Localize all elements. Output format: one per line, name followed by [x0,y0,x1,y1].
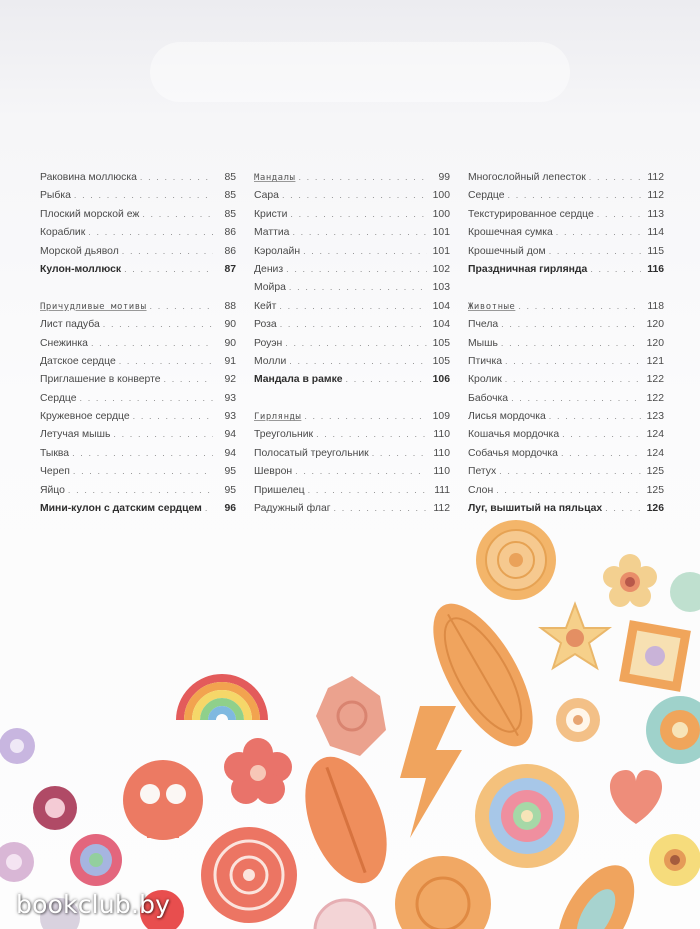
toc-entry-title: Мандала в рамке [254,374,343,386]
toc-entry[interactable] [468,334,664,352]
toc-entry-page: 85 [224,172,236,183]
toc-entry-title: Собачья мордочка [468,447,558,459]
toc-section-heading[interactable] [40,297,236,315]
toc-entry-page: 90 [224,319,236,331]
lace-motif [316,676,386,756]
toc-entry[interactable] [254,425,450,443]
section-gap [254,389,450,407]
dot-leader [289,352,427,370]
toc-entry-title: Сара [254,190,279,202]
toc-entry-page: 87 [224,263,236,275]
dot-leader [496,481,641,499]
dot-leader [597,205,641,223]
toc-entry-title: Треугольник [254,429,314,441]
toc-entry-page: 104 [432,319,450,331]
toc-entry-page: 124 [646,429,664,441]
toc-entry[interactable] [468,315,664,333]
toc-entry[interactable] [468,370,664,388]
dot-leader [346,370,427,388]
toc-entry-title: Дениз [254,263,284,275]
dot-leader [282,186,427,204]
toc-entry-title: Текстурированное сердце [468,208,594,220]
toc-entry[interactable] [468,168,664,186]
toc-entry-title: Причудливые мотивы [40,301,147,312]
toc-entry[interactable] [468,223,664,241]
toc-entry[interactable] [254,260,450,278]
toc-entry-page: 123 [646,411,664,423]
toc-entry[interactable] [468,425,664,443]
toc-entry-title: Кошачья мордочка [468,429,560,441]
toc-entry-title: Пчела [468,319,499,331]
dot-leader [72,444,213,462]
toc-entry-page: 125 [646,484,664,496]
dot-leader [308,481,427,499]
dot-leader [280,315,427,333]
heart-motif [610,770,662,824]
toc-entry-page: 90 [224,337,236,349]
dot-leader [589,168,641,186]
toc-entry-title: Крошечная сумка [468,227,553,239]
toc-entry-page: 110 [433,429,450,441]
dot-leader [279,297,427,315]
toc-entry-page: 105 [432,355,450,367]
toc-entry-title: Полосатый треугольник [254,447,369,459]
toc-entry-title: Луг, вышитый на пяльцах [468,503,603,515]
white-flower-motif [556,698,600,742]
dot-leader [290,205,427,223]
toc-entry[interactable] [254,444,450,462]
toc-entry[interactable] [254,315,450,333]
dot-leader [334,499,427,517]
faded-title-band [150,42,570,102]
toc-entry-page: 115 [647,245,664,257]
toc-entry-page: 91 [224,355,236,367]
toc-entry-page: 85 [224,208,236,220]
toc-entry-page: 96 [224,503,236,515]
toc-entry-title: Кейт [254,300,277,312]
toc-entry-title: Роуэн [254,337,283,349]
dot-leader [164,370,213,388]
toc-entry-page: 126 [646,503,664,515]
toc-column-3 [468,168,664,517]
toc-entry[interactable] [468,499,664,517]
purple-flower-motif [0,728,35,764]
dot-leader [518,297,641,315]
dot-leader [590,260,641,278]
toc-entry[interactable] [254,481,450,499]
dot-leader [292,223,427,241]
hexagon-motif [315,900,375,929]
dot-leader [562,425,641,443]
toc-entry-page: 110 [433,447,450,459]
dot-leader [304,407,427,425]
toc-entry-title: Петух [468,466,497,478]
toc-entry-title: Кулон-моллюск [40,263,122,275]
dot-leader [372,444,427,462]
toc-entry-page: 118 [647,300,664,312]
toc-entry[interactable] [468,242,664,260]
dot-leader [505,352,641,370]
dot-leader [289,278,427,296]
toc-entry-title: Приглашение в конверте [40,374,161,386]
toc-entry-title: Крошечный дом [468,245,546,257]
toc-section-heading[interactable] [468,297,664,315]
toc-entry[interactable] [254,462,450,480]
teal-flower-motif [646,696,700,764]
toc-entry[interactable] [40,260,236,278]
toc-entry-title: Раковина моллюска [40,172,137,183]
oak-leaf-motif [290,746,403,895]
toc-entry-title: Кристи [254,208,288,220]
toc-entry-page: 121 [646,355,664,367]
toc-entry-page: 93 [224,411,236,423]
toc-entry-title: Плоский морской еж [40,208,140,220]
dot-leader [499,462,641,480]
toc-entry-page: 86 [224,245,236,257]
sun-motif [476,520,556,600]
toc-entry-title: Мини-кулон с датским сердцем [40,503,202,515]
toc-entry[interactable] [40,444,236,462]
toc-entry[interactable] [468,260,664,278]
toc-entry[interactable] [468,186,664,204]
toc-entry-page: 120 [646,337,664,349]
toc-entry-page: 112 [647,172,664,183]
toc-entry[interactable] [468,462,664,480]
toc-entry[interactable] [254,223,450,241]
dot-leader [285,334,427,352]
toc-entry-page: 109 [432,411,450,423]
toc-entry-page: 105 [432,337,450,349]
toc-entry[interactable] [40,370,236,388]
toc-entry-title: Летучая мышь [40,429,111,441]
toc-entry-page: 95 [224,466,236,478]
toc-entry[interactable] [40,389,236,407]
dot-leader [113,425,213,443]
dot-leader [605,499,641,517]
toc-entry-page: 100 [432,208,450,220]
dot-leader [505,370,641,388]
toc-column-1 [40,168,236,517]
toc-entry-title: Сердце [468,190,505,202]
mandala-motif [475,764,579,868]
toc-entry-page: 112 [433,503,450,515]
toc-entry-title: Мандалы [254,173,296,183]
toc-entry[interactable] [468,205,664,223]
toc-entry[interactable] [468,407,664,425]
bottom-leaf-motif [542,853,650,929]
toc-entry-title: Лисья мордочка [468,411,546,423]
toc-entry-page: 94 [224,429,236,441]
toc-entry-page: 100 [432,190,450,202]
toc-entry-title: Яйцо [40,484,65,496]
mint-motif [670,572,700,612]
watermark-logo: bookclub.by [16,890,171,919]
dot-leader [316,425,427,443]
toc-section-heading[interactable] [254,168,450,186]
toc-entry[interactable] [254,242,450,260]
dot-leader [150,297,213,315]
toc-entry[interactable] [40,205,236,223]
toc-entry-page: 99 [438,172,450,183]
toc-entry-page: 125 [646,466,664,478]
dot-leader [298,168,427,186]
dot-leader [508,186,642,204]
doily-motif [201,827,297,923]
dot-leader [142,205,213,223]
dot-leader [91,334,213,352]
toc-entry[interactable] [254,186,450,204]
dot-leader [119,352,213,370]
dot-leader [303,242,427,260]
dot-leader [549,242,641,260]
toc-entry[interactable] [40,315,236,333]
toc-entry[interactable] [40,168,236,186]
toc-entry[interactable] [254,370,450,388]
toc-entry-title: Праздничная гирлянда [468,263,588,275]
toc-entry-title: Кружевное сердце [40,411,130,423]
dot-leader [88,223,213,241]
dot-leader [561,444,641,462]
toc-column-2 [254,168,450,517]
toc-entry-title: Птичка [468,355,502,367]
small-flower-motif [603,554,657,607]
toc-entry[interactable] [40,352,236,370]
toc-entry-title: Сердце [40,392,77,404]
rainbow-motif [180,678,264,720]
toc-entry-title: Радужный флаг [254,503,331,515]
toc-entry[interactable] [468,444,664,462]
toc-entry-title: Гирлянды [254,412,302,423]
dot-leader [286,260,427,278]
toc-entry[interactable] [254,278,450,296]
toc-entry-page: 104 [432,300,450,312]
toc-entry[interactable] [254,297,450,315]
toc-entry-title: Молли [254,355,287,367]
toc-entry-page: 93 [224,392,236,404]
dot-leader [549,407,641,425]
toc-entry-page: 122 [646,392,664,404]
yellow-flower-motif [649,834,700,886]
toc-entry-title: Лист падуба [40,319,100,331]
dot-leader [511,389,641,407]
dot-leader [556,223,641,241]
granny-square-motif [619,620,691,692]
toc-entry[interactable] [40,186,236,204]
orange-round-motif [395,856,491,929]
toc-entry-page: 113 [647,208,664,220]
toc-entry[interactable] [40,481,236,499]
toc-entry-title: Животные [468,301,516,312]
toc-entry-page: 85 [224,190,236,202]
dot-leader [122,242,213,260]
toc-entry-title: Морской дьявол [40,245,119,257]
toc-entry-title: Пришелец [254,484,305,496]
toc-entry[interactable] [40,499,236,517]
toc-entry-page: 111 [434,484,450,496]
toc-entry-page: 120 [646,319,664,331]
lightning-motif [400,706,462,838]
multicolor-flower-motif [70,834,122,886]
toc-entry-title: Маттиа [254,227,290,239]
section-gap [468,278,664,296]
toc-entry[interactable] [40,407,236,425]
toc-entry-title: Мышь [468,337,498,349]
dot-leader [73,462,213,480]
toc-entry-page: 95 [224,484,236,496]
toc-entry-title: Кораблик [40,227,86,239]
toc-entry-page: 94 [224,447,236,459]
dot-leader [501,334,641,352]
toc-entry[interactable] [40,223,236,241]
dot-leader [295,462,427,480]
toc-entry-title: Датское сердце [40,355,116,367]
toc-entry[interactable] [40,242,236,260]
dot-leader [140,168,213,186]
toc-entry-page: 86 [224,227,236,239]
toc-entry-title: Тыква [40,447,70,459]
toc-entry[interactable] [254,499,450,517]
skull-motif [123,760,203,840]
toc-entry[interactable] [254,205,450,223]
dot-leader [133,407,213,425]
toc-entry-page: 101 [432,227,450,239]
dot-leader [74,186,213,204]
toc-entry-title: Снежинка [40,337,88,349]
plum-flower-motif [33,786,77,830]
toc-entry-page: 112 [647,190,664,202]
toc-entry-page: 88 [224,300,236,312]
toc-entry[interactable] [468,352,664,370]
toc-entry-page: 124 [646,447,664,459]
toc-entry[interactable] [468,481,664,499]
toc-entry-page: 122 [646,374,664,386]
toc-entry-page: 116 [647,263,664,275]
toc-entry[interactable] [254,352,450,370]
section-gap [40,278,236,296]
toc-entry-title: Рыбка [40,190,71,202]
toc-entry-title: Бабочка [468,392,509,404]
toc-entry[interactable] [254,334,450,352]
toc-entry[interactable] [468,389,664,407]
toc-entry-title: Мойра [254,282,286,294]
dot-leader [501,315,641,333]
toc-entry-title: Роза [254,319,277,331]
toc-entry[interactable] [40,425,236,443]
toc-entry[interactable] [40,334,236,352]
toc-entry-page: 114 [647,227,664,239]
dot-leader [205,499,213,517]
crochet-motifs-illustration [0,520,700,929]
toc-entry-title: Слон [468,484,494,496]
toc-entry-page: 101 [432,245,450,257]
dot-leader [68,481,213,499]
toc-entry-page: 106 [432,374,450,386]
dot-leader [103,315,213,333]
lilac-motif [0,842,34,882]
toc-entry-title: Череп [40,466,70,478]
toc-entry[interactable] [40,462,236,480]
dot-leader [80,389,214,407]
toc-entry-title: Кролик [468,374,502,386]
toc-entry-page: 110 [433,466,450,478]
toc-entry-title: Шеврон [254,466,293,478]
toc-section-heading[interactable] [254,407,450,425]
toc-entry-title: Кэролайн [254,245,301,257]
toc-entry-page: 92 [224,374,236,386]
toc-entry-page: 102 [432,263,450,275]
toc-entry-page: 103 [432,282,450,294]
toc-entry-title: Многослойный лепесток [468,172,586,183]
star-motif [541,604,609,668]
dot-leader [124,260,213,278]
coral-flower-motif [224,738,292,804]
